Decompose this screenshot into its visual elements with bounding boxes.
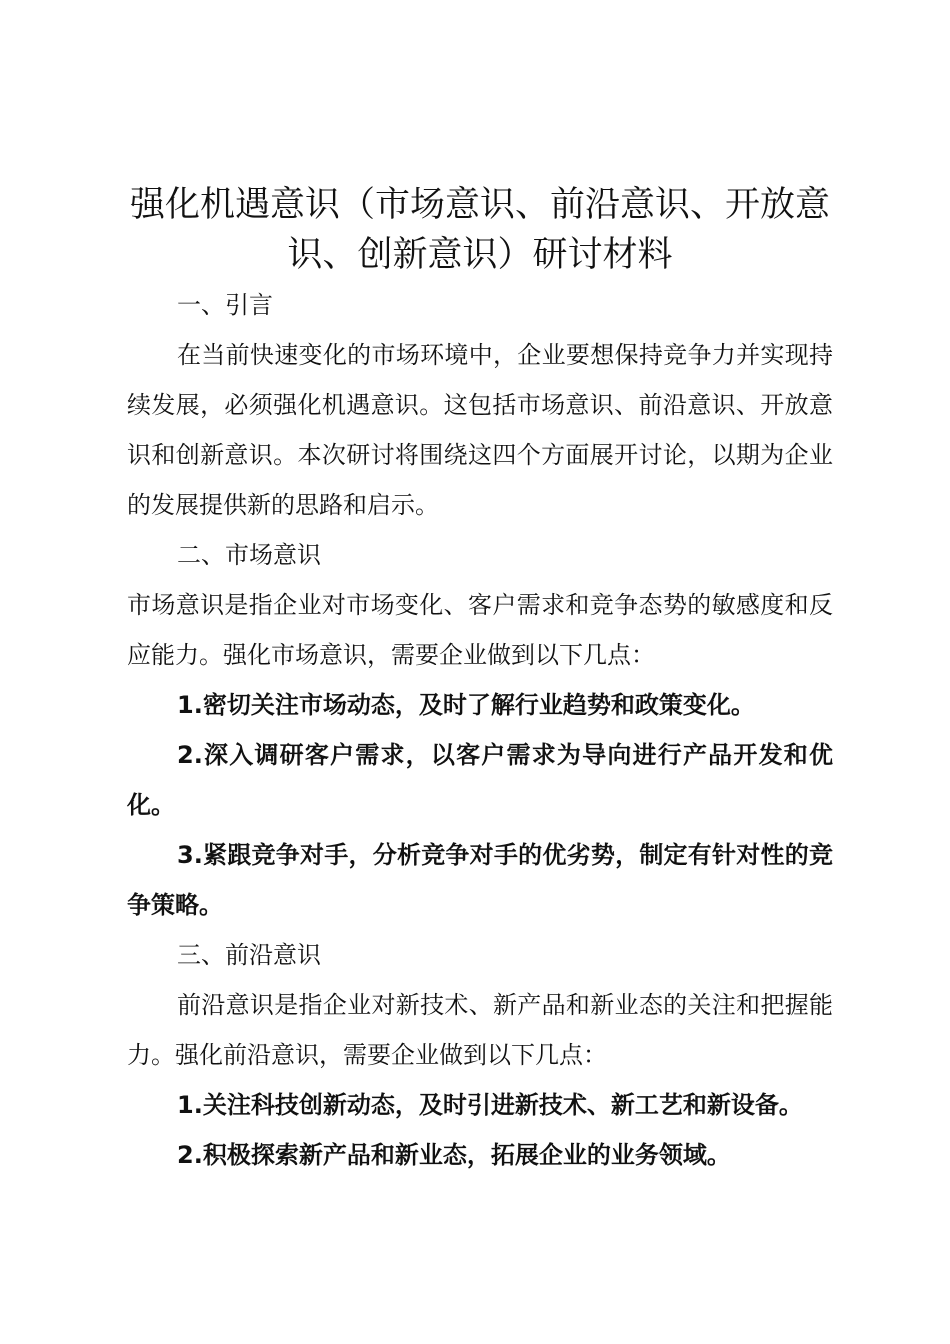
section-heading-market: 二、市场意识 — [177, 541, 321, 569]
frontier-point-1: 1.关注科技创新动态，及时引进新技术、新工艺和新设备。 — [177, 1091, 803, 1119]
market-point-3: 3.紧跟竞争对手，分析竞争对手的优劣势，制定有针对性的竞争策略。 — [127, 841, 833, 919]
section-heading-frontier: 三、前沿意识 — [177, 941, 321, 969]
market-paragraph: 市场意识是指企业对市场变化、客户需求和竞争态势的敏感度和反应能力。强化市场意识，需要企业做到以下几点： — [127, 591, 833, 669]
document-title: 强化机遇意识（市场意识、前沿意识、开放意识、创新意识）研讨材料 — [129, 185, 830, 275]
intro-paragraph: 在当前快速变化的市场环境中，企业要想保持竞争力并实现持续发展，必须强化机遇意识。这包括市场意识、前沿意识、开放意识和创新意识。本次研讨将围绕这四个方面展开讨论，以期为企业的发展提供新的思路和启示。 — [127, 341, 833, 519]
document-page — [127, 180, 833, 1180]
market-point-1: 1.密切关注市场动态，及时了解行业趋势和政策变化。 — [177, 691, 755, 719]
section-heading-intro: 一、引言 — [177, 291, 273, 319]
frontier-point-2: 2.积极探索新产品和新业态，拓展企业的业务领域。 — [177, 1141, 731, 1169]
market-point-2: 2.深入调研客户需求，以客户需求为导向进行产品开发和优化。 — [127, 741, 833, 819]
frontier-paragraph: 前沿意识是指企业对新技术、新产品和新业态的关注和把握能力。强化前沿意识，需要企业做到以下几点： — [127, 991, 833, 1069]
